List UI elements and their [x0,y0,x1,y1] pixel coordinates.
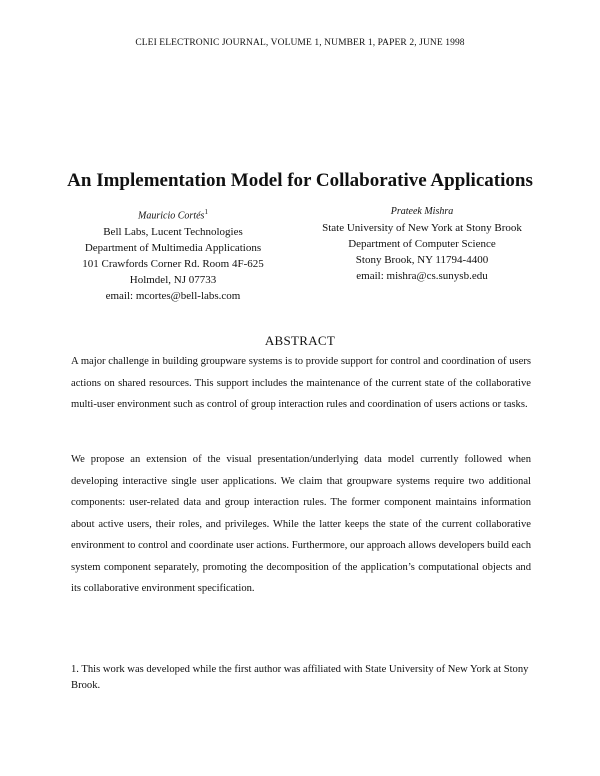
author-1-department: Department of Multimedia Applications [84,242,262,255]
abstract-paragraph: A major challenge in building groupware systems is to provide support for control and coordination of users actions on shared resources. This support includes the maintenance of the current state of the collaborative multi-user environment such as control of group interaction rules and coordination of users actions or tasks. [71,356,531,410]
author-name-1: Mauricio Cortés$^1$ [138,208,208,222]
author-2-department: Department of Computer Science [348,238,496,250]
author-1-address: 101 Crawfords Corner Rd. Room 4F-625 [82,258,264,271]
author-block-2 [322,204,522,284]
abstract-heading: ABSTRACT [264,333,336,348]
author-block-1 [73,204,273,304]
author-name-2: Prateek Mishra [390,206,454,217]
author-1-city: Holmdel, NJ 07733 [129,274,217,287]
footnote-mark: 1 [204,208,208,216]
abstract-paragraph: We propose an extension of the visual presentation/underlying data model currently followed when developing interactive single user applications. We claim that groupware systems require two additional components: user-related data and group interaction rules. The former component maintains information about active users, their roles, and privileges. While the latter keeps the state of the current collaborative environment to control and coordinate user actions. Furthermore, our approach allows developers build each system component separately, promoting the decomposition of the application’s computational objects and its collaborative environment specification. [71,454,531,594]
author-1-affiliation: Bell Labs, Lucent Technologies [103,226,243,239]
author-1-email: email: mcortes@bell-labs.com [105,290,241,303]
paper-title: An Implementation Model for Collaborative Applications [67,170,533,191]
author-2-city: Stony Brook, NY 11794-4400 [355,254,489,266]
author-2-email: email: mishra@cs.sunysb.edu [356,270,488,282]
footnote: 1. This work was developed while the first author was affiliated with State University of New York at Stony Brook. [71,664,529,691]
author-2-affiliation: State University of New York at Stony Brook [322,222,522,234]
journal-header: CLEI ELECTRONIC JOURNAL, VOLUME 1, NUMBER 1, PAPER 2, JUNE 1998 [135,38,465,48]
